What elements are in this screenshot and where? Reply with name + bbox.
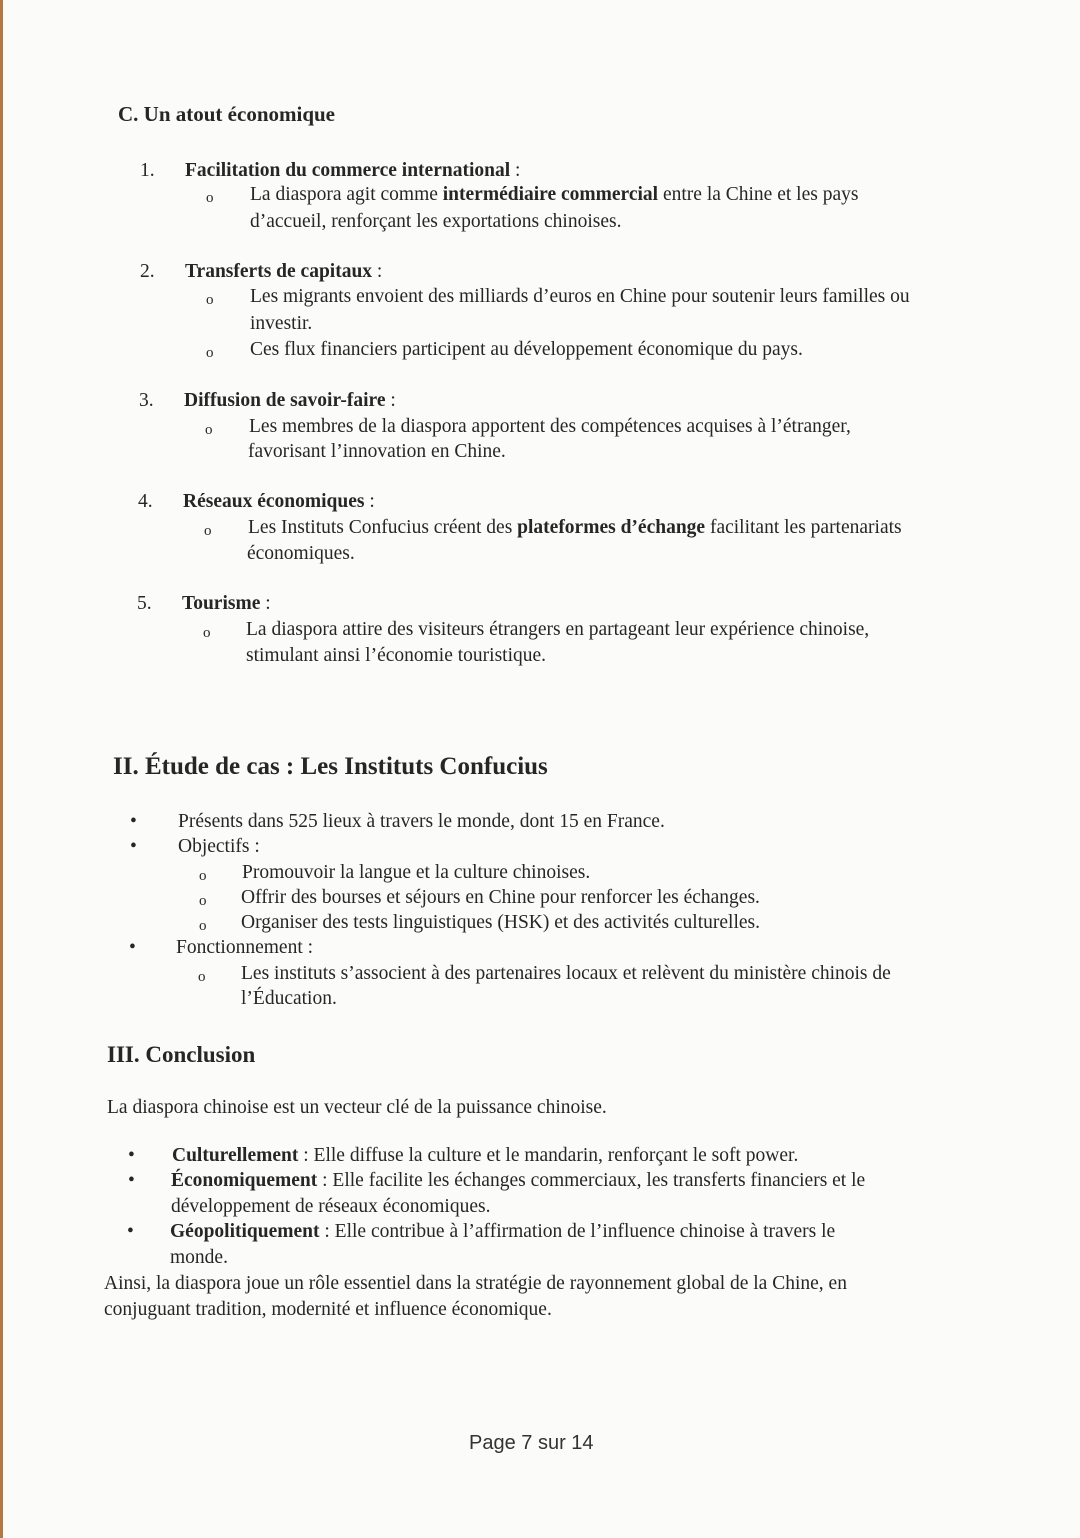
bullet-text: d’accueil, renforçant les exportations chinoises. bbox=[250, 211, 622, 232]
item-number: 2. bbox=[140, 261, 155, 282]
bullet-text: La diaspora agit comme intermédiaire commercial entre la Chine et les pays bbox=[250, 184, 859, 205]
sub-bullet-icon: o bbox=[206, 190, 214, 206]
page-edge bbox=[0, 0, 3, 1538]
bullet-text: La diaspora attire des visiteurs étrangers en partageant leur expérience chinoise, bbox=[246, 619, 870, 640]
bullet-text: développement de réseaux économiques. bbox=[171, 1196, 491, 1217]
page-number: Page 7 sur 14 bbox=[469, 1432, 594, 1454]
closing-text: conjuguant tradition, modernité et influence économique. bbox=[104, 1299, 552, 1320]
item-title: Tourisme : bbox=[182, 593, 271, 614]
bullet-text: favorisant l’innovation en Chine. bbox=[248, 441, 506, 462]
bullet-icon: • bbox=[128, 1145, 135, 1166]
bullet-text: Fonctionnement : bbox=[176, 937, 314, 958]
bullet-text: Culturellement : Elle diffuse la culture et le mandarin, renforçant le soft power. bbox=[172, 1145, 799, 1166]
bullet-text: stimulant ainsi l’économie touristique. bbox=[246, 645, 547, 666]
bullet-text: Ces flux financiers participent au développement économique du pays. bbox=[250, 339, 803, 360]
bullet-text: Les migrants envoient des milliards d’euros en Chine pour soutenir leurs familles ou bbox=[250, 286, 910, 307]
bullet-text: Organiser des tests linguistiques (HSK) et des activités culturelles. bbox=[241, 912, 760, 933]
item-title: Facilitation du commerce international : bbox=[185, 160, 521, 181]
bullet-text: économiques. bbox=[247, 543, 355, 564]
bullet-icon: • bbox=[130, 811, 137, 832]
bullet-text: Objectifs : bbox=[178, 836, 260, 857]
bullet-text: Économiquement : Elle facilite les échanges commerciaux, les transferts financiers et le bbox=[171, 1170, 866, 1191]
bullet-text: Les membres de la diaspora apportent des compétences acquises à l’étranger, bbox=[249, 416, 851, 437]
item-number: 5. bbox=[137, 593, 152, 614]
item-number: 1. bbox=[140, 160, 155, 181]
item-number: 3. bbox=[139, 390, 154, 411]
bullet-text: Géopolitiquement : Elle contribue à l’affirmation de l’influence chinoise à travers le bbox=[170, 1221, 836, 1242]
bullet-text: Les Instituts Confucius créent des plateformes d’échange facilitant les partenariats bbox=[248, 517, 902, 538]
section-iii-heading: III. Conclusion bbox=[107, 1042, 256, 1067]
bullet-text: l’Éducation. bbox=[241, 988, 337, 1009]
item-title: Diffusion de savoir-faire : bbox=[184, 390, 396, 411]
bullet-text: monde. bbox=[170, 1247, 228, 1268]
item-title: Transferts de capitaux : bbox=[185, 261, 383, 282]
bullet-text: Promouvoir la langue et la culture chinoises. bbox=[242, 862, 591, 883]
sub-bullet-icon: o bbox=[203, 625, 211, 641]
bullet-text: investir. bbox=[250, 313, 313, 334]
sub-bullet-icon: o bbox=[204, 523, 212, 539]
closing-text: Ainsi, la diaspora joue un rôle essentiel dans la stratégie de rayonnement global de la Chine, en bbox=[104, 1273, 847, 1294]
section-c-heading: C. Un atout économique bbox=[118, 102, 336, 126]
bullet-text: Offrir des bourses et séjours en Chine pour renforcer les échanges. bbox=[241, 887, 760, 908]
item-number: 4. bbox=[138, 491, 153, 512]
sub-bullet-icon: o bbox=[199, 918, 207, 934]
conclusion-intro: La diaspora chinoise est un vecteur clé de la puissance chinoise. bbox=[107, 1097, 607, 1118]
sub-bullet-icon: o bbox=[199, 868, 207, 884]
bullet-icon: • bbox=[127, 1221, 134, 1242]
section-ii-heading: II. Étude de cas : Les Instituts Confucius bbox=[113, 753, 548, 780]
bullet-icon: • bbox=[128, 1170, 135, 1191]
sub-bullet-icon: o bbox=[199, 893, 207, 909]
sub-bullet-icon: o bbox=[206, 345, 214, 361]
sub-bullet-icon: o bbox=[205, 422, 213, 438]
bullet-text: Les instituts s’associent à des partenaires locaux et relèvent du ministère chinois de bbox=[241, 963, 891, 984]
sub-bullet-icon: o bbox=[206, 292, 214, 308]
bullet-icon: • bbox=[130, 836, 137, 857]
sub-bullet-icon: o bbox=[198, 969, 206, 985]
item-title: Réseaux économiques : bbox=[183, 491, 375, 512]
bullet-icon: • bbox=[129, 937, 136, 958]
bullet-text: Présents dans 525 lieux à travers le monde, dont 15 en France. bbox=[178, 811, 665, 832]
